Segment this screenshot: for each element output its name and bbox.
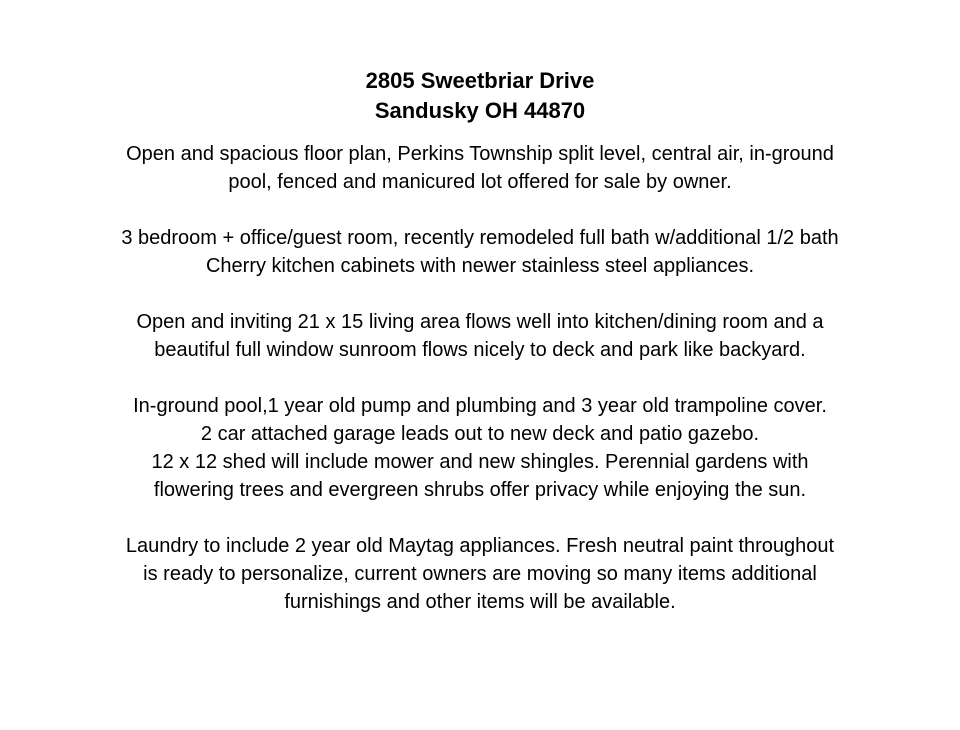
description-paragraph-rooms xyxy=(0,224,960,280)
text-line: pool, fenced and manicured lot offered for sale by owner. xyxy=(228,171,732,193)
text-line: Cherry kitchen cabinets with newer stainless steel appliances. xyxy=(205,255,755,277)
text-line: beautiful full window sunroom flows nicely to deck and park like backyard. xyxy=(154,339,806,361)
text-line: is ready to personalize, current owners are moving so many items additional xyxy=(143,563,817,585)
text-line: furnishings and other items will be available. xyxy=(284,591,676,613)
text-line: Laundry to include 2 year old Maytag appliances. Fresh neutral paint throughout xyxy=(125,535,835,557)
address-street: 2805 Sweetbriar Drive xyxy=(365,68,595,93)
description-paragraph-outdoor xyxy=(0,392,960,504)
address-city-state-zip: Sandusky OH 44870 xyxy=(374,98,586,123)
text-line: Open and inviting 21 x 15 living area flows well into kitchen/dining room and a xyxy=(136,311,824,333)
text-line: 3 bedroom + office/guest room, recently remodeled full bath w/additional 1/2 bath xyxy=(121,227,839,249)
description-paragraph-laundry xyxy=(0,532,960,616)
description-paragraph-living xyxy=(0,308,960,364)
text-line: In-ground pool,1 year old pump and plumbing and 3 year old trampoline cover. xyxy=(133,395,827,417)
description-paragraph-overview xyxy=(0,140,960,196)
text-line: 2 car attached garage leads out to new deck and patio gazebo. xyxy=(200,423,760,445)
text-line: flowering trees and evergreen shrubs offer privacy while enjoying the sun. xyxy=(153,479,807,501)
listing-title xyxy=(0,66,960,126)
text-line: Open and spacious floor plan, Perkins Township split level, central air, in-ground xyxy=(126,143,834,165)
text-line: 12 x 12 shed will include mower and new shingles. Perennial gardens with xyxy=(151,451,809,473)
